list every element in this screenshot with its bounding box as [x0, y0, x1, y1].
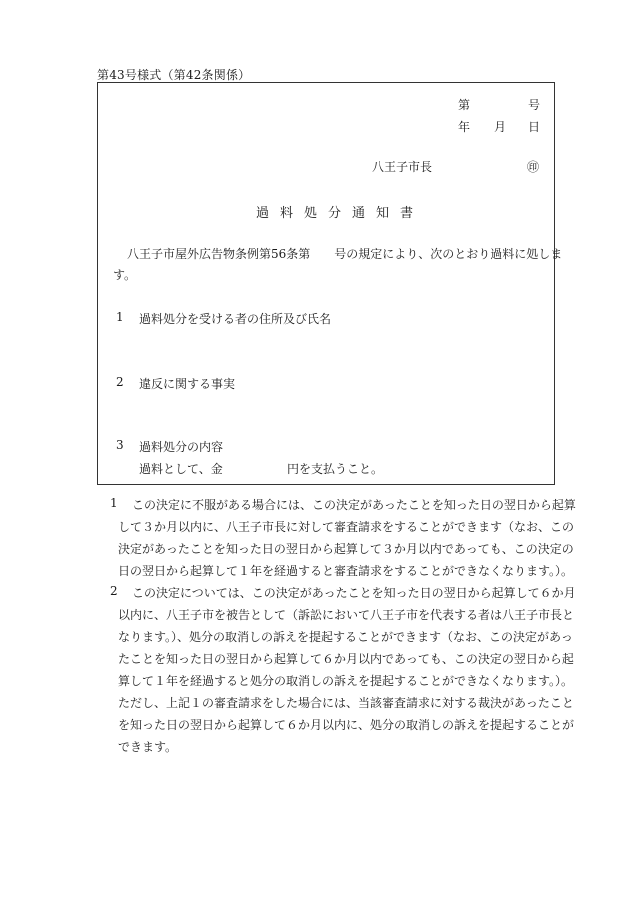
date-label-year: 年	[458, 120, 471, 134]
note-line: なります。）、処分の取消しの訴えを提起することができます（なお、この決定があっ	[118, 630, 573, 644]
note-line: 算して１年を経過すると処分の取消しの訴えを提起することができなくなります。）。	[118, 674, 574, 688]
form-number: 第43号様式（第42条関係）	[97, 68, 251, 82]
title-char: 通	[352, 206, 366, 221]
item-2-number: 2	[116, 375, 124, 389]
title-char: 分	[328, 206, 342, 221]
item-2-label: 違反に関する事実	[139, 377, 236, 391]
title-char: 書	[400, 206, 414, 221]
number-label-dai: 第	[458, 98, 471, 112]
note-line: して３か月以内に、八王子市長に対して審査請求をすることができます（なお、この	[118, 520, 575, 534]
seal-mark: ㊞	[527, 160, 540, 174]
note-line: 日の翌日から起算して１年を経過すると審査請求をすることができなくなります。）。	[118, 564, 574, 578]
body-text-line-2: す。	[113, 268, 137, 282]
note-line: できます。	[118, 740, 178, 754]
note-line: 以内に、八王子市を被告として（訴訟において八王子市を代表する者は八王子市長と	[118, 608, 575, 622]
date-label-day: 日	[528, 120, 541, 134]
note-line: たことを知った日の翌日から起算して６か月以内であっても、この決定の翌日から起	[118, 652, 574, 666]
item-1-label: 過料処分を受ける者の住所及び氏名	[139, 312, 332, 326]
title-char: 過	[256, 206, 270, 221]
title-char: 料	[280, 206, 294, 221]
fine-prefix: 過料として、金	[139, 462, 223, 476]
item-3-number: 3	[116, 438, 124, 452]
note-line: この決定については、この決定があったことを知った日の翌日から起算して６か月	[132, 586, 576, 600]
note-line: ただし、上記１の審査請求をした場合には、当該審査請求に対する裁決があったこと	[118, 696, 574, 710]
note-2-number: 2	[110, 584, 118, 598]
fine-suffix: 円を支払うこと。	[287, 462, 384, 476]
title-char: 知	[376, 206, 390, 221]
note-line: を知った日の翌日から起算して６か月以内に、処分の取消しの訴えを提起することが	[118, 718, 575, 732]
notice-frame	[97, 82, 555, 485]
date-label-month: 月	[494, 120, 507, 134]
note-1-number: 1	[110, 496, 118, 510]
title-char: 処	[304, 206, 318, 221]
note-line: この決定に不服がある場合には、この決定があったことを知った日の翌日から起算	[132, 498, 576, 512]
issuer-name: 八王子市長	[372, 160, 433, 174]
item-3-label: 過料処分の内容	[139, 440, 224, 454]
body-text-line-1: 八王子市屋外広告物条例第56条第 号の規定により、次のとおり過料に処しま	[127, 247, 563, 261]
note-line: 決定があったことを知った日の翌日から起算して３か月以内であっても、この決定の	[118, 542, 574, 556]
number-label-go: 号	[528, 98, 541, 112]
item-1-number: 1	[116, 310, 124, 324]
